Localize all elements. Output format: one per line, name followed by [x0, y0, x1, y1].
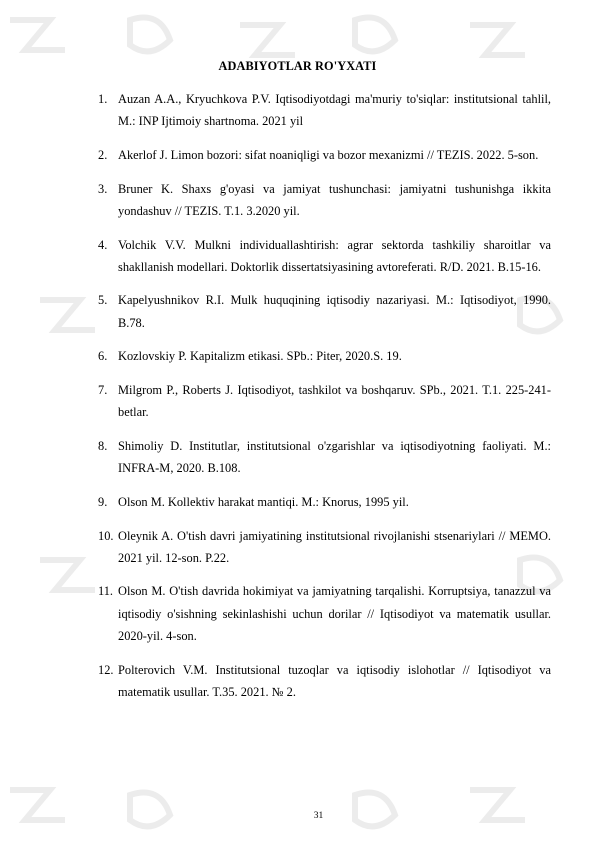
reference-number: 5. — [98, 293, 108, 308]
reference-number: 12. — [98, 662, 114, 677]
reference-number: 11. — [98, 584, 114, 599]
reference-item — [98, 435, 551, 479]
reference-number: 7. — [98, 383, 108, 398]
reference-text: Volchik V.V. Mulkni individuallashtirish: agrar sektorda tashkiliy sharoitlar va shakllanish modellari. Doktorlik dissertatsiyasining avtoreferati. R/D. 2021. B.15-16. — [118, 237, 551, 274]
reference-item — [98, 491, 551, 513]
reference-item — [98, 88, 551, 132]
reference-number: 4. — [98, 237, 108, 252]
reference-number: 1. — [98, 92, 108, 106]
reference-text: Auzan A.A., Kryuchkova P.V. Iqtisodiyotdagi ma'muriy to'siqlar: institutsional tahlil, M.: INP Ijtimoiy shartnoma. 2021 yil — [118, 92, 551, 129]
reference-text: Olson M. Kollektiv harakat mantiqi. M.: Knorus, 1995 yil. — [118, 494, 409, 509]
reference-text: Kapelyushnikov R.I. Mulk huquqining iqtisodiy nazariyasi. M.: Iqtisodiyot, 1990. B.78. — [118, 293, 551, 330]
reference-item — [98, 144, 551, 166]
reference-item — [98, 659, 551, 703]
reference-text: Kozlovskiy P. Kapitalizm etikasi. SPb.: Piter, 2020.S. 19. — [118, 349, 402, 364]
reference-number: 10. — [98, 528, 114, 543]
reference-number: 3. — [98, 181, 108, 196]
reference-text: Oleynik A. O'tish davri jamiyatining institutsional rivojlanishi stsenariylari // MEMO. 2021 yil. 12-son. P.22. — [118, 528, 551, 565]
reference-item — [98, 525, 551, 569]
reference-number: 8. — [98, 438, 108, 453]
reference-text: Bruner K. Shaxs g'oyasi va jamiyat tushunchasi: jamiyatni tushunishga ikkita yondashuv // TEZIS. T.1. 3.2020 yil. — [118, 181, 551, 218]
reference-item — [98, 379, 551, 423]
reference-text: Shimoliy D. Institutlar, institutsional o'zgarishlar va iqtisodiyotning faoliyati. M.: INFRA-M, 2020. B.108. — [118, 438, 551, 476]
reference-number: 6. — [98, 349, 108, 364]
reference-number: 2. — [98, 147, 108, 162]
reference-item — [98, 289, 551, 333]
reference-item — [98, 178, 551, 222]
reference-item — [98, 345, 551, 367]
reference-text: Akerlof J. Limon bozori: sifat noaniqligi va bozor mexanizmi // TEZIS. 2022. 5-son. — [118, 147, 539, 162]
reference-item — [98, 234, 551, 278]
reference-number: 9. — [98, 494, 108, 509]
page-title: ADABIYOTLAR RO'YXATI — [218, 59, 377, 73]
reference-text: Milgrom P., Roberts J. Iqtisodiyot, tashkilot va boshqaruv. SPb., 2021. T.1. 225-241-betlar. — [118, 383, 551, 420]
reference-text: Polterovich V.M. Institutsional tuzoqlar va iqtisodiy islohotlar // Iqtisodiyot va matematik usullar. T.35. 2021. № 2. — [118, 662, 551, 699]
reference-item — [98, 580, 551, 647]
reference-text: Olson M. O'tish davrida hokimiyat va jamiyatning tarqalishi. Korruptsiya, tanazzul va iqtisodiy o'sishning sekinlashishi uchun dorilar // Iqtisodiyot va matematik usullar. 2020-yil. 4-son. — [118, 584, 551, 643]
reference-list — [98, 88, 551, 714]
page-number: 31 — [313, 811, 324, 821]
